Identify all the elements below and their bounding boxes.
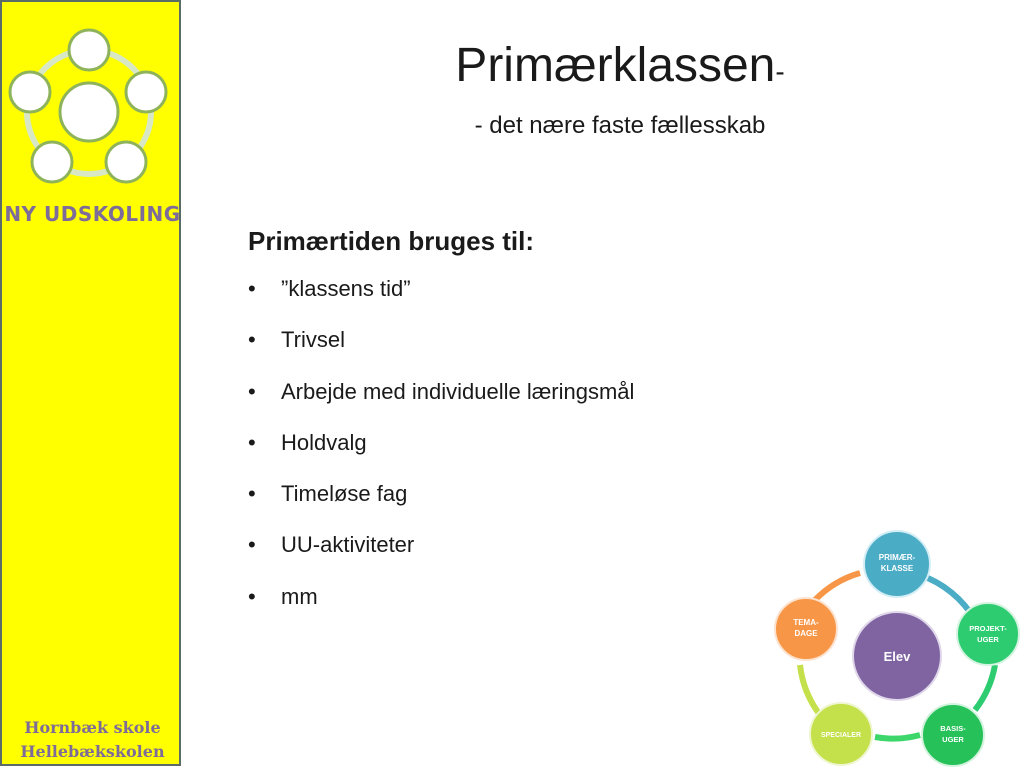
slide-title <box>320 38 920 100</box>
list-item <box>248 480 634 531</box>
logo-outer-circle <box>69 30 109 70</box>
list-item-text: Trivsel <box>281 327 345 353</box>
list-item <box>248 275 634 326</box>
node-label: BASIS- <box>940 724 966 733</box>
list-item-text: UU-aktiviteter <box>281 532 415 558</box>
school-name-1: Hornbæk skole <box>24 718 161 737</box>
bullet-list <box>248 275 634 634</box>
cycle-arc-3 <box>875 735 920 739</box>
node-label: UGER <box>977 635 999 644</box>
list-item-text: mm <box>281 583 318 609</box>
center-node-label: Elev <box>883 649 911 664</box>
circle-network-logo <box>2 20 183 190</box>
school-name-2: Hellebækskolen <box>20 742 165 761</box>
list-item-text: Holdvalg <box>281 429 367 455</box>
logo-center-circle <box>60 83 118 141</box>
slide-title-text: Primærklassen <box>455 39 776 92</box>
bullet-icon: • <box>248 276 256 301</box>
list-item-text: ”klassens tid” <box>281 276 411 301</box>
node-label: PRIMÆR- <box>878 553 916 562</box>
logo-outer-circle <box>32 142 72 182</box>
content-heading: Primærtiden bruges til: <box>248 226 535 256</box>
logo-outer-circle <box>106 142 146 182</box>
cycle-arc-4 <box>800 665 820 715</box>
list-item <box>248 531 634 582</box>
bullet-icon: • <box>248 378 256 404</box>
bullet-icon: • <box>248 532 256 558</box>
node-label: SPECIALER <box>820 732 862 739</box>
logo-outer-circle <box>126 72 166 112</box>
bullet-icon: • <box>248 583 256 609</box>
node-label: TEMA- <box>793 618 819 627</box>
node-label: DAGE <box>794 629 818 638</box>
bullet-icon: • <box>248 429 256 455</box>
node-label: KLASSE <box>880 564 914 573</box>
logo-outer-circle <box>10 72 50 112</box>
list-item-text: Arbejde med individuelle læringsmål <box>281 378 635 404</box>
slide-title-suffix: - <box>775 56 785 87</box>
list-item <box>248 326 634 377</box>
cycle-arc-2 <box>975 665 995 710</box>
node-label: UGER <box>942 735 964 744</box>
list-item <box>248 378 634 429</box>
list-item-text: Timeløse fag <box>281 481 408 507</box>
node-label: PROJEKT- <box>969 624 1007 633</box>
list-item <box>248 429 634 480</box>
sidebar-title: NY UDSKOLING <box>4 202 181 226</box>
cycle-diagram <box>770 525 1024 768</box>
sidebar <box>0 0 181 766</box>
list-item <box>248 583 634 634</box>
node-projekt-uger <box>957 603 1019 665</box>
bullet-icon: • <box>248 327 256 353</box>
cycle-arc-5 <box>815 573 860 600</box>
bullet-icon: • <box>248 481 256 507</box>
slide-subtitle: - det nære faste fællesskab <box>474 112 766 139</box>
school-names <box>2 716 183 764</box>
